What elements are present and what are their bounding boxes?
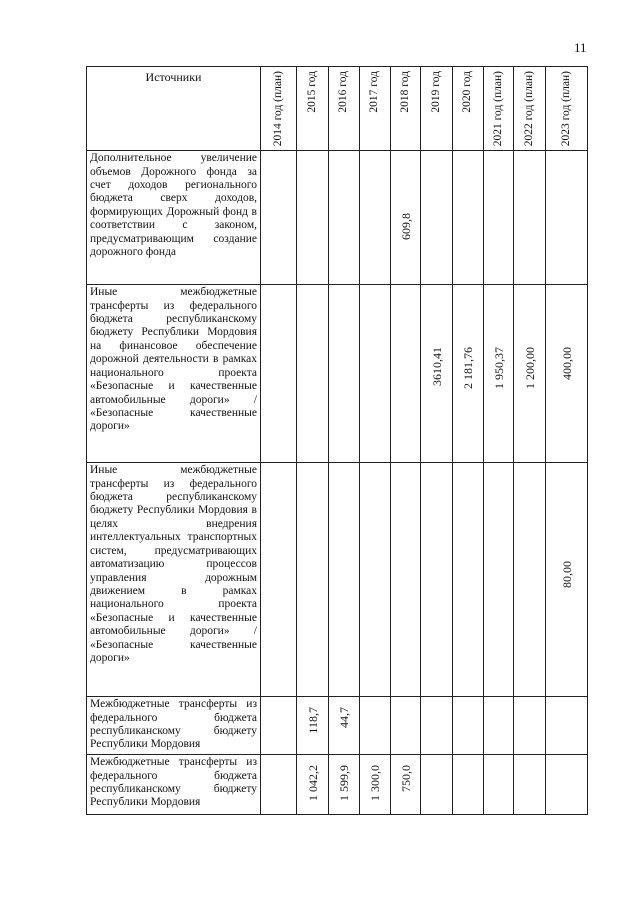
value-cell xyxy=(421,755,453,815)
table-row xyxy=(87,463,588,697)
value-cell xyxy=(297,151,329,285)
value-cell xyxy=(391,697,421,755)
source-cell: Иные межбюджетные трансферты из федерального бюджета республиканскому бюджету Республики Мордовия на финансовое обеспечение дорожной деятельности в рамках национального проекта «Безопасные и качественные автомобильные дороги» / «Безопасные качественные дороги» xyxy=(87,285,261,463)
value-cell xyxy=(261,755,297,815)
year-header: 2022 год (план) xyxy=(514,67,546,151)
value-cell: 1 300,0 xyxy=(360,755,391,815)
value-cell xyxy=(360,463,391,697)
value-cell xyxy=(421,151,453,285)
value-cell: 1 200,00 xyxy=(514,285,546,463)
value-cell: 80,00 xyxy=(546,463,588,697)
value-cell xyxy=(360,697,391,755)
page-number: 11 xyxy=(574,40,587,55)
value-cell xyxy=(484,151,514,285)
value-cell xyxy=(514,463,546,697)
value-cell: 1 042,2 xyxy=(297,755,329,815)
value-cell xyxy=(421,697,453,755)
funding-sources-table xyxy=(86,66,588,815)
source-cell: Иные межбюджетные трансферты из федерального бюджета республиканскому бюджету Республики Мордовия в целях внедрения интеллектуальных транспортных систем, предусматривающих автоматизацию процессов управления дорожным движением в рамках национального проекта «Безопасные и качественные автомобильные дороги» / «Безопасные качественные дороги» xyxy=(87,463,261,697)
value-cell xyxy=(514,755,546,815)
year-header: 2023 год (план) xyxy=(546,67,588,151)
value-cell xyxy=(329,151,360,285)
year-header: 2015 год xyxy=(297,67,329,151)
value-cell xyxy=(514,151,546,285)
source-column-header: Источники xyxy=(87,67,261,151)
value-cell xyxy=(484,697,514,755)
value-cell: 3610,41 xyxy=(421,285,453,463)
value-cell xyxy=(261,285,297,463)
year-header: 2020 год xyxy=(453,67,484,151)
source-cell: Межбюджетные трансферты из федерального бюджета республиканскому бюджету Республики Мордовия xyxy=(87,697,261,755)
value-cell xyxy=(261,151,297,285)
value-cell xyxy=(261,697,297,755)
value-cell xyxy=(421,463,453,697)
value-cell xyxy=(546,151,588,285)
value-cell xyxy=(329,285,360,463)
value-cell: 2 181,76 xyxy=(453,285,484,463)
year-header: 2018 год xyxy=(391,67,421,151)
value-cell xyxy=(453,151,484,285)
value-cell: 1 599,9 xyxy=(329,755,360,815)
value-cell xyxy=(297,463,329,697)
value-cell xyxy=(514,697,546,755)
year-header: 2016 год xyxy=(329,67,360,151)
source-cell: Межбюджетные трансферты из федерального бюджета республиканскому бюджету Республики Мордовия xyxy=(87,755,261,815)
value-cell xyxy=(391,285,421,463)
value-cell: 1 950,37 xyxy=(484,285,514,463)
value-cell: 44,7 xyxy=(329,697,360,755)
year-header: 2017 год xyxy=(360,67,391,151)
value-cell xyxy=(484,755,514,815)
table-row xyxy=(87,755,588,815)
table-row xyxy=(87,697,588,755)
value-cell xyxy=(453,697,484,755)
year-header: 2019 год xyxy=(421,67,453,151)
value-cell: 609,8 xyxy=(391,151,421,285)
value-cell xyxy=(453,755,484,815)
value-cell xyxy=(453,463,484,697)
value-cell xyxy=(484,463,514,697)
value-cell: 400,00 xyxy=(546,285,588,463)
value-cell: 118,7 xyxy=(297,697,329,755)
source-cell: Дополнительное увеличение объемов Дорожного фонда за счет доходов регионального бюджета сверх доходов, формирующих Дорожный фонд в соответствии с законом, предусматривающим создание дорожного фонда xyxy=(87,151,261,285)
value-cell xyxy=(261,463,297,697)
table-row xyxy=(87,285,588,463)
value-cell xyxy=(297,285,329,463)
year-header: 2014 год (план) xyxy=(261,67,297,151)
value-cell xyxy=(360,151,391,285)
value-cell xyxy=(360,285,391,463)
table-row xyxy=(87,151,588,285)
header-row xyxy=(87,67,588,151)
value-cell xyxy=(546,697,588,755)
value-cell xyxy=(391,463,421,697)
value-cell xyxy=(546,755,588,815)
value-cell: 750,0 xyxy=(391,755,421,815)
year-header: 2021 год (план) xyxy=(484,67,514,151)
value-cell xyxy=(329,463,360,697)
